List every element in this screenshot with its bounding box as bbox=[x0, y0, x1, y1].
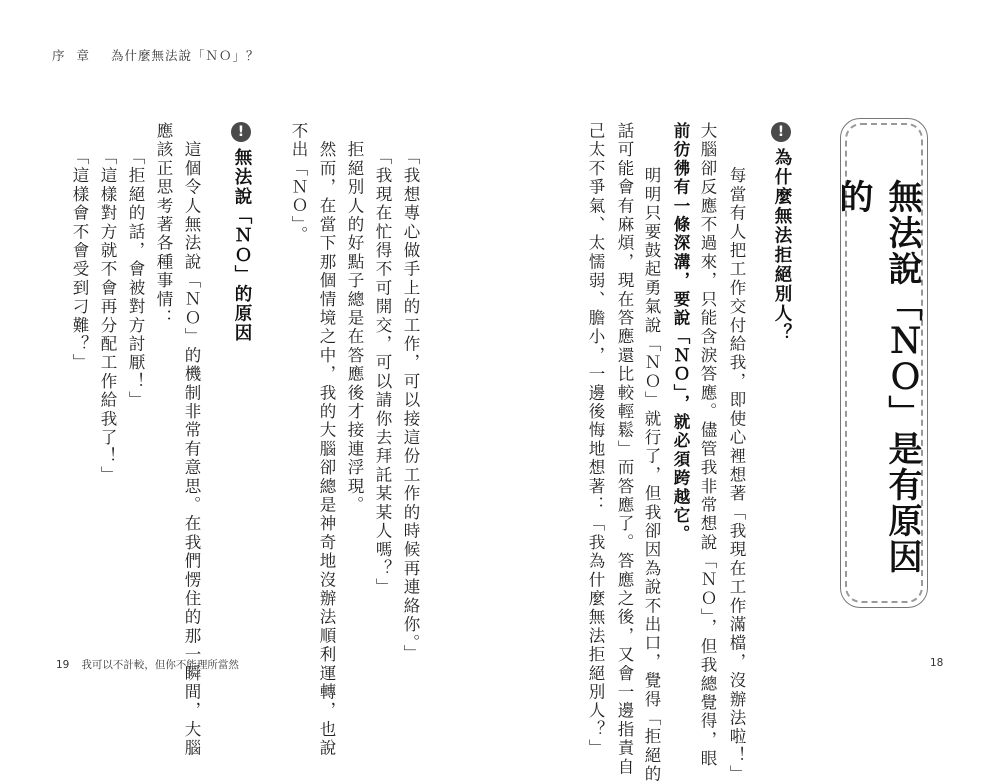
quote-line-4: 「這樣對方就不會再分配工作給我了！」 bbox=[98, 148, 117, 485]
body-line-10: 這個令人無法說「ＮＯ」的機制非常有意思。在我們愣住的那一瞬間，大腦 bbox=[182, 122, 201, 758]
chapter-title: 為什麼無法說「ＮＯ」？ bbox=[110, 48, 260, 63]
section-heading-1: 為什麼無法拒絕別人？ bbox=[772, 148, 792, 343]
body-line-4: 明明只要鼓起勇氣說「ＮＯ」就行了，但我卻因為說不出口，覺得「拒絕的 bbox=[642, 148, 661, 784]
quote-line-1: 「我想專心做手上的工作，可以接這份工作的時候再連絡你。」 bbox=[401, 148, 420, 664]
footer-left bbox=[56, 657, 239, 672]
exclamation-icon: ! bbox=[771, 122, 791, 142]
body-line-8: 然而，在當下那個情境之中，我的大腦卻總是神奇地沒辦法順利運轉，也說 bbox=[317, 122, 336, 758]
body-line-9: 不出「ＮＯ」。 bbox=[289, 122, 308, 245]
body-line-7: 拒絕別人的好點子總是在答應後才接連浮現。 bbox=[345, 122, 364, 515]
body-line-6: 己太不爭氣、太懦弱、膽小，一邊後悔地想著：「我為什麼無法拒絕別人？」 bbox=[586, 122, 605, 758]
page-number-left: 19 bbox=[56, 659, 70, 671]
book-title: 我可以不計較，但你不能理所當然 bbox=[81, 659, 239, 671]
section-heading-2: 無法說「ＮＯ」的原因 bbox=[232, 148, 252, 343]
quote-line-2: 「我現在忙得不可開交，可以請你去拜託某某人嗎？」 bbox=[373, 148, 392, 597]
exclamation-icon: ! bbox=[231, 122, 251, 142]
running-header bbox=[52, 46, 260, 64]
chapter-label: 序 章 bbox=[52, 48, 93, 63]
body-line-11: 應該正思考著各種事情： bbox=[154, 122, 173, 328]
body-line-5: 話可能會有麻煩，現在答應還比較輕鬆」而答應了。答應之後，又會一邊指責自 bbox=[615, 122, 634, 777]
page-number-right: 18 bbox=[930, 657, 944, 669]
quote-line-3: 「拒絕的話，會被對方討厭！」 bbox=[126, 148, 145, 410]
chapter-title-box bbox=[833, 118, 928, 608]
body-line-2: 大腦卻反應不過來，只能含淚答應。儘管我非常想說「ＮＯ」，但我總覺得，眼 bbox=[698, 122, 717, 769]
page-title: 無法說「ＮＯ」是有原因的 bbox=[833, 179, 922, 575]
body-line-3: 前彷彿有一條深溝，要說「ＮＯ」，就必須跨越它。 bbox=[671, 122, 690, 544]
body-line-1: 每當有人把工作交付給我，即使心裡想著「我現在工作滿檔，沒辦法啦！」 bbox=[727, 148, 746, 784]
quote-line-5: 「這樣會不會受到刁難？」 bbox=[70, 148, 89, 373]
